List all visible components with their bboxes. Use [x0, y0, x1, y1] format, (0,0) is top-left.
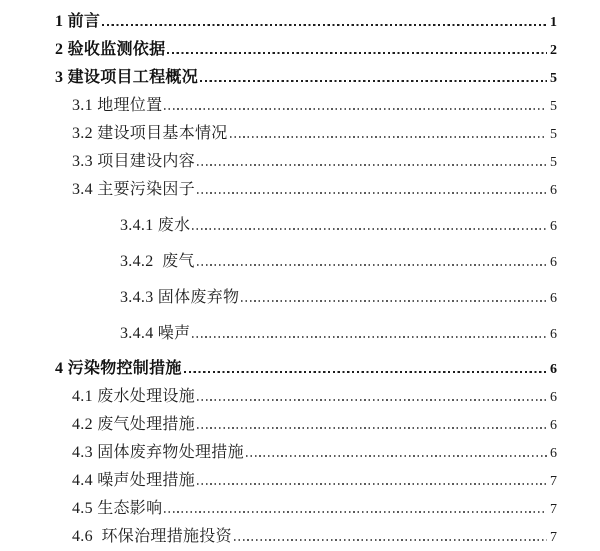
toc-entry-title[interactable]: 4 污染物控制措施 [55, 360, 182, 377]
toc-entry-title[interactable]: 1 前言 [55, 13, 101, 30]
toc-entry-page-number: 6 [550, 255, 557, 270]
dot-leader [192, 228, 547, 230]
toc-entry[interactable] [55, 320, 557, 348]
toc-entry-page-number: 7 [550, 474, 557, 489]
toc-entry-title[interactable]: 3.4 主要污染因子 [72, 181, 196, 198]
dot-leader [197, 192, 547, 194]
toc-entry-title[interactable]: 4.5 生态影响 [72, 500, 163, 517]
dot-leader [197, 264, 547, 266]
toc-entry-page-number: 6 [550, 183, 557, 198]
toc-entry-title[interactable]: 4.1 废水处理设施 [72, 388, 196, 405]
toc-entry-title[interactable]: 4.2 废气处理措施 [72, 416, 196, 433]
dot-leader [167, 52, 547, 54]
toc-entry-page-number: 5 [550, 127, 557, 142]
toc-entry-page-number: 5 [550, 155, 557, 170]
dot-leader [184, 371, 547, 373]
dot-leader [234, 539, 547, 541]
toc-entry[interactable] [55, 411, 557, 439]
dot-leader [246, 455, 547, 457]
toc-entry-page-number: 6 [550, 446, 557, 461]
toc-entry-title[interactable]: 4.3 固体废弃物处理措施 [72, 444, 244, 461]
toc-entry-title[interactable]: 2 验收监测依据 [55, 41, 166, 58]
toc-entry-title[interactable]: 3.3 项目建设内容 [72, 153, 196, 170]
toc-entry-title[interactable]: 3.4.1 废水 [120, 217, 191, 234]
toc-entry[interactable] [55, 383, 557, 411]
dot-leader [230, 136, 547, 138]
toc-entry-page-number: 6 [550, 219, 557, 234]
toc-entry-title[interactable]: 3 建设项目工程概况 [55, 69, 199, 86]
toc-entry[interactable] [55, 284, 557, 312]
toc-entry-title[interactable]: 4.6 环保治理措施投资 [72, 528, 232, 545]
toc-entry[interactable] [55, 148, 557, 176]
table-of-contents [55, 8, 557, 551]
toc-entry-title[interactable]: 4.4 噪声处理措施 [72, 472, 196, 489]
dot-leader [197, 427, 547, 429]
toc-entry[interactable] [55, 355, 557, 383]
toc-entry-page-number: 6 [550, 362, 557, 377]
toc-entry[interactable] [55, 495, 557, 523]
dot-leader [192, 336, 547, 338]
toc-entry-page-number: 1 [550, 15, 557, 30]
toc-entry-title[interactable]: 3.1 地理位置 [72, 97, 163, 114]
toc-entry[interactable] [55, 36, 557, 64]
toc-entry-page-number: 7 [550, 530, 557, 545]
toc-entry[interactable] [55, 523, 557, 551]
toc-entry[interactable] [55, 120, 557, 148]
toc-entry-title[interactable]: 3.4.3 固体废弃物 [120, 289, 240, 306]
toc-entry-page-number: 5 [550, 71, 557, 86]
dot-leader [197, 399, 547, 401]
toc-entry-page-number: 5 [550, 99, 557, 114]
dot-leader [241, 300, 547, 302]
toc-entry[interactable] [55, 248, 557, 276]
toc-entry-page-number: 2 [550, 43, 557, 58]
toc-entry[interactable] [55, 439, 557, 467]
toc-entry-page-number: 6 [550, 327, 557, 342]
toc-entry-title[interactable]: 3.4.4 噪声 [120, 325, 191, 342]
toc-entry[interactable] [55, 212, 557, 240]
dot-leader [102, 24, 547, 26]
toc-entry[interactable] [55, 467, 557, 495]
dot-leader [164, 108, 547, 110]
toc-entry[interactable] [55, 176, 557, 204]
toc-entry[interactable] [55, 92, 557, 120]
toc-entry[interactable] [55, 64, 557, 92]
toc-entry-title[interactable]: 3.2 建设项目基本情况 [72, 125, 228, 142]
dot-leader [164, 511, 547, 513]
toc-entry-title[interactable]: 3.4.2 废气 [120, 253, 195, 270]
toc-entry-page-number: 7 [550, 502, 557, 517]
dot-leader [197, 164, 547, 166]
dot-leader [200, 80, 547, 82]
toc-entry[interactable] [55, 8, 557, 36]
toc-entry-page-number: 6 [550, 390, 557, 405]
toc-entry-page-number: 6 [550, 291, 557, 306]
dot-leader [197, 483, 547, 485]
toc-entry-page-number: 6 [550, 418, 557, 433]
